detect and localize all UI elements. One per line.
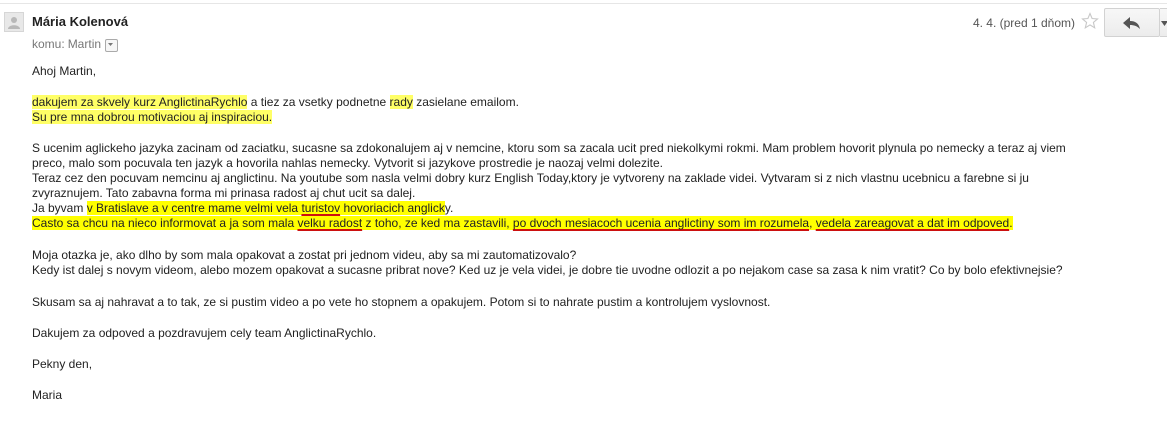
paragraph-3-line-1: Moja otazka je, ako dlho by som mala opakovat a zostat pri jednom videu, aby sa mi zautomatizovalo? bbox=[32, 248, 577, 262]
star-button[interactable] bbox=[1081, 12, 1099, 30]
highlight-text: hovoriacich anglick bbox=[340, 201, 445, 215]
body-text: a tiez za vsetky podnetne bbox=[247, 95, 390, 109]
body-text: Ja byvam bbox=[32, 201, 87, 215]
paragraph-2-line-6 bbox=[32, 216, 1013, 231]
sender-name[interactable]: Mária Kolenová bbox=[32, 14, 129, 29]
message-date: 4. 4. (pred 1 dňom) bbox=[972, 16, 1075, 30]
highlight-text: v Bratislave a v centre mame velmi vela bbox=[86, 201, 302, 215]
highlight-text: z toho, ze ked ma zastavili, bbox=[362, 216, 513, 230]
person-icon bbox=[5, 13, 23, 31]
paragraph-1-line-1 bbox=[32, 95, 519, 110]
paragraph-2-line-2: preco, malo som pocuvala ten jazyk a hovorila nahlas nemecky. Vytvorit si jazykove prostredie je naozaj velmi dolezite. bbox=[32, 156, 663, 170]
paragraph-1-line-2 bbox=[32, 110, 272, 125]
reply-button[interactable] bbox=[1104, 8, 1160, 37]
highlight-text: rady bbox=[389, 95, 413, 109]
paragraph-2-line-3: Teraz cez den pocuvam nemcinu aj anglictinu. Na youtube som nasla velmi dobry kurz English Today,ktory je vytvoreny na zaklade videi. Vytvaram si z nich vlastnu ucebnicu a farebne si ju bbox=[32, 171, 1029, 185]
recipient-name: Martin bbox=[67, 37, 102, 51]
recipient-details-button[interactable] bbox=[105, 39, 118, 52]
highlight-text: dakujem za skvely kurz bbox=[32, 95, 159, 109]
paragraph-4: Skusam sa aj nahravat a to tak, ze si pustim video a po vete ho stopnem a opakujem. Potom si to nahrate pustim a kontrolujem vyslovnost. bbox=[32, 295, 771, 309]
more-actions-button[interactable] bbox=[1160, 8, 1167, 37]
top-divider bbox=[0, 3, 1167, 4]
dropdown-icon bbox=[106, 40, 117, 49]
greeting: Ahoj Martin, bbox=[32, 64, 97, 78]
highlight-text: AnglictinaRychlo bbox=[158, 95, 248, 109]
underlined-text: po dvoch mesiacoch ucenia anglictiny som im bbox=[512, 216, 760, 230]
highlight-text: . bbox=[1009, 216, 1013, 230]
paragraph-2-line-1: S ucenim aglickeho jazyka zacinam od zaciatku, sucasne sa zdokonalujem aj v nemcine, ktoru som sa zacala ucit pred niekolkymi rokmi. Mam problem hovorit plynula po nemecky a teraz aj viem bbox=[32, 141, 1066, 155]
paragraph-2-line-5 bbox=[32, 201, 453, 216]
recipient-row bbox=[32, 37, 118, 51]
highlight-text: Casto sa chcu na nieco informovat a ja som mala bbox=[32, 216, 298, 230]
paragraph-6: Pekny den, bbox=[32, 357, 93, 371]
paragraph-2-line-4: zvyraznujem. Tato zabavna forma mi prinasa radost aj chut ucit sa dalej. bbox=[32, 186, 416, 200]
underlined-text: vedela zareagovat a dat im odpoved bbox=[815, 216, 1010, 230]
signature: Maria bbox=[32, 388, 63, 402]
body-text: zasielane emailom. bbox=[412, 95, 519, 109]
sender-avatar[interactable] bbox=[4, 12, 24, 32]
paragraph-3-line-2: Kedy ist dalej s novym videom, alebo mozem opakovat a sucasne pribrat nove? Ked uz je vela videi, je dobre tie uvodne odlozit a po nejakom case sa zasa k nim vratit? Co by bolo efektivnejsie? bbox=[32, 263, 1063, 277]
star-icon bbox=[1081, 17, 1099, 34]
highlight-text: , bbox=[809, 216, 816, 230]
underlined-text: velku radost bbox=[297, 216, 363, 230]
paragraph-5: Dakujem za odpoved a pozdravujem cely team AnglictinaRychlo. bbox=[32, 326, 377, 340]
underlined-text: rozumela bbox=[759, 216, 810, 230]
highlight-text: Su pre mna dobrou motivaciou aj inspiraciou. bbox=[32, 110, 273, 124]
recipient-prefix: komu: bbox=[32, 37, 65, 51]
underlined-text: turistov bbox=[301, 201, 341, 215]
body-text: y. bbox=[444, 201, 454, 215]
